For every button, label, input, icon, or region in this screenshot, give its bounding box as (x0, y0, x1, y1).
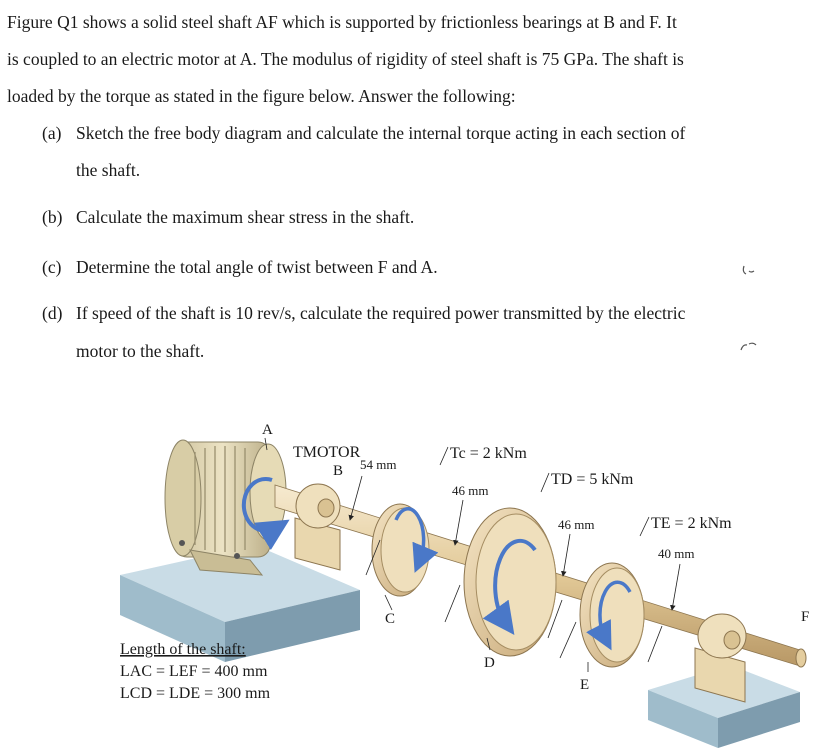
disk-d (464, 508, 556, 656)
question-b-text: Calculate the maximum shear stress in the shaft. (76, 207, 415, 227)
pen-mark-1 (740, 262, 760, 278)
intro-line-3: loaded by the torque as stated in the figure below. Answer the following: (7, 86, 516, 106)
point-label-b: B (333, 463, 344, 479)
diameter-ab: 54 mm (360, 457, 397, 472)
shaft-figure (0, 400, 827, 748)
question-d-text-2: motor to the shaft. (76, 341, 205, 361)
point-label-c: C (385, 611, 396, 627)
pen-mark-2 (738, 340, 760, 354)
point-label-f: F (801, 609, 810, 625)
diameter-cd: 46 mm (452, 483, 489, 498)
length-cd-de: LCD = LDE = 300 mm (120, 685, 271, 702)
question-a-label: (a) (42, 123, 62, 143)
bearing-f (695, 614, 746, 702)
diameter-ef: 40 mm (658, 546, 695, 561)
problem-intro (7, 4, 823, 115)
question-c-label: (c) (42, 257, 62, 277)
bearing-b (295, 484, 340, 570)
question-d-text: If speed of the shaft is 10 rev/s, calculate the required power transmitted by the electric (76, 303, 686, 323)
point-label-e: E (580, 677, 590, 693)
torque-e-label: TE = 2 kNm (651, 515, 732, 532)
diameter-de: 46 mm (558, 517, 595, 532)
point-label-d: D (484, 655, 495, 671)
intro-line-1: Figure Q1 shows a solid steel shaft AF which is supported by frictionless bearings at B and F. It (7, 12, 677, 32)
question-c-text: Determine the total angle of twist between F and A. (76, 257, 438, 277)
question-b-label: (b) (42, 207, 63, 227)
point-label-a: A (262, 422, 273, 438)
torque-c-label: Tc = 2 kNm (450, 445, 527, 462)
question-a-text: Sketch the free body diagram and calculate the internal torque acting in each section of (76, 123, 686, 143)
torque-d-label: TD = 5 kNm (551, 471, 634, 488)
length-ac-ef: LAC = LEF = 400 mm (120, 663, 268, 680)
question-d-label: (d) (42, 303, 63, 323)
disk-e (580, 563, 644, 667)
intro-line-2: is coupled to an electric motor at A. The modulus of rigidity of steel shaft is 75 GPa. The shaft is (7, 49, 684, 69)
motor-torque-label: TMOTOR (293, 444, 361, 461)
length-title: Length of the shaft: (120, 641, 246, 658)
question-a-text-2: the shaft. (76, 160, 141, 180)
